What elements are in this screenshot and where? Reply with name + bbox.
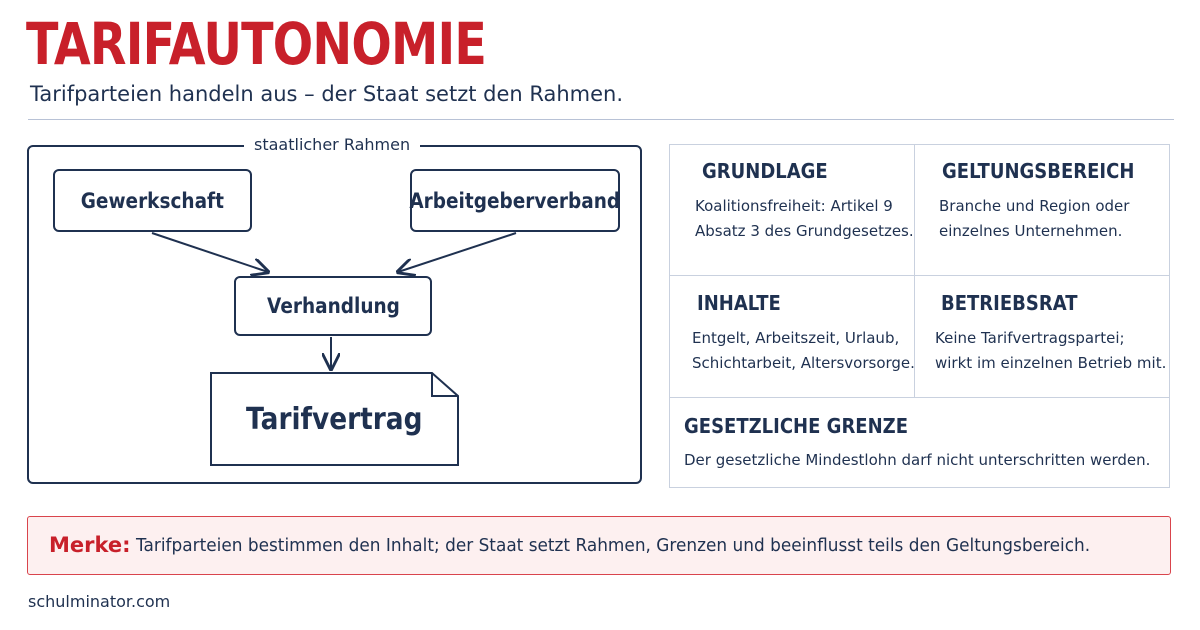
- geltungsbereich-heading: GELTUNGSBEREICH: [942, 159, 1135, 183]
- merke-text: Tarifparteien bestimmen den Inhalt; der Staat setzt Rahmen, Grenzen und beeinflusst teils den Geltungsbereich.: [136, 535, 1091, 556]
- grenze-heading: GESETZLICHE GRENZE: [684, 414, 909, 438]
- merke-label: Merke:: [49, 533, 131, 557]
- node-arbeitgeberverband-label: Arbeitgeberverband: [409, 188, 621, 213]
- page-subtitle: Tarifparteien handeln aus – der Staat setzt den Rahmen.: [30, 82, 624, 106]
- grundlage-heading: GRUNDLAGE: [702, 159, 828, 183]
- betriebsrat-heading: BETRIEBSRAT: [941, 291, 1078, 315]
- grundlage-text-line2: Absatz 3 des Grundgesetzes.: [695, 222, 914, 240]
- betriebsrat-text-line1: Keine Tarifvertragspartei;: [935, 329, 1125, 347]
- inhalte-text-line2: Schichtarbeit, Altersvorsorge.: [692, 354, 915, 372]
- arrow-arbeitgeber-to-verhandlung: [398, 233, 516, 272]
- arrow-gewerkschaft-to-verhandlung: [152, 233, 268, 272]
- inhalte-text-line1: Entgelt, Arbeitszeit, Urlaub,: [692, 329, 900, 347]
- node-tarifvertrag: [210, 372, 459, 466]
- footer-site: schulminator.com: [28, 592, 171, 611]
- grenze-text: Der gesetzliche Mindestlohn darf nicht unterschritten werden.: [684, 451, 1151, 469]
- node-verhandlung-label: Verhandlung: [266, 294, 400, 318]
- node-gewerkschaft-label: Gewerkschaft: [80, 188, 225, 213]
- geltungsbereich-text-line1: Branche und Region oder: [939, 197, 1130, 215]
- grid-divider-row1: [669, 275, 1170, 276]
- inhalte-heading: INHALTE: [697, 291, 781, 315]
- node-tarifvertrag-label: Tarifvertrag: [246, 401, 423, 437]
- page-title: TARIFAUTONOMIE: [26, 10, 487, 78]
- geltungsbereich-text-line2: einzelnes Unternehmen.: [939, 222, 1123, 240]
- grid-divider-row2: [669, 397, 1170, 398]
- state-frame-label: staatlicher Rahmen: [244, 135, 420, 154]
- betriebsrat-text-line2: wirkt im einzelnen Betrieb mit.: [935, 354, 1167, 372]
- grundlage-text-line1: Koalitionsfreiheit: Artikel 9: [695, 197, 893, 215]
